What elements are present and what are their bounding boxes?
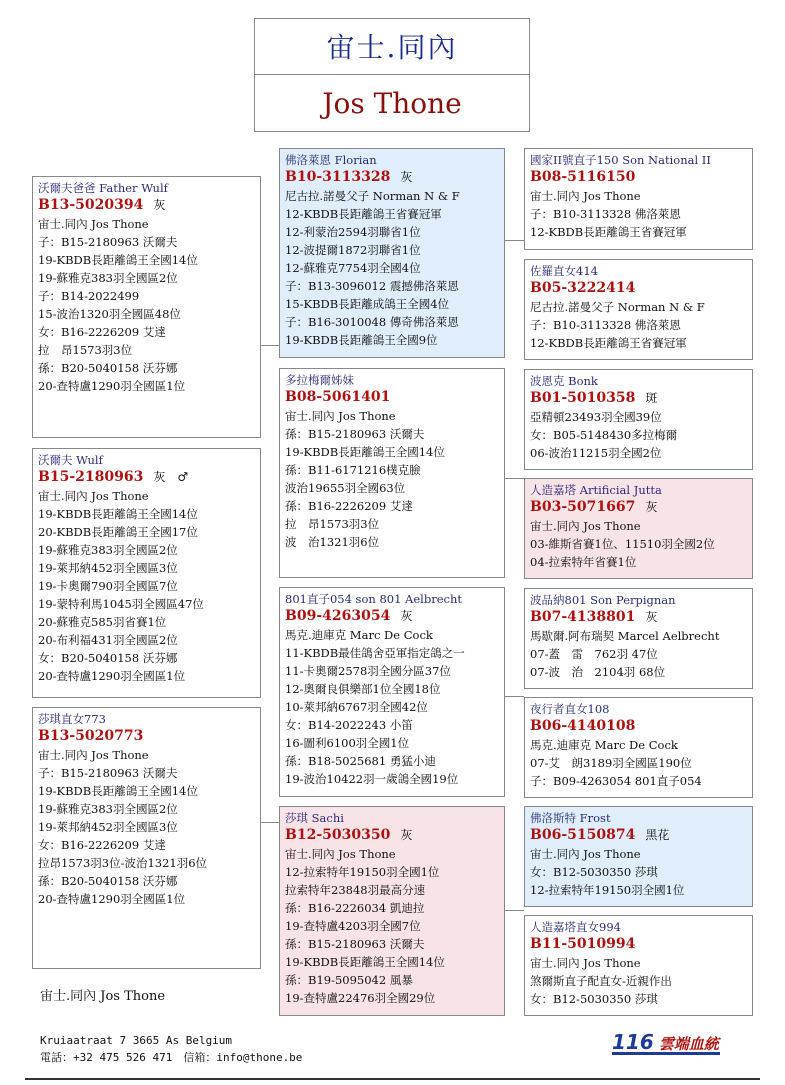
- ring-number: B10-3113328: [285, 169, 391, 185]
- pigeon-name: 801直子054 son 801 Aelbrecht: [285, 592, 462, 606]
- record-line: 19-蒙特利馬1045羽全國區47位: [38, 597, 204, 611]
- record-line: 19-KBDB長距離鴿王全國14位: [285, 445, 445, 459]
- record-line: 子：B10-3113328 佛洛萊恩: [530, 318, 681, 332]
- record-line: 子：B16-3010048 傳奇佛洛萊恩: [285, 315, 459, 329]
- feather-color: 斑: [645, 391, 658, 405]
- pedigree-box-sire-dam-dam: [524, 478, 753, 579]
- record-line: 19-查特盧22476羽全國29位: [285, 991, 436, 1005]
- record-line: 宙士.同內 Jos Thone: [530, 847, 641, 861]
- pigeon-name: 莎琪直女773: [38, 712, 106, 726]
- record-line: 12-奧爾良俱樂部1位全國18位: [285, 682, 441, 696]
- feather-color: 灰: [400, 170, 413, 184]
- pedigree-box-dam-sire: [279, 587, 505, 797]
- ring-number: B11-5010994: [530, 936, 636, 952]
- pigeon-name: 波恩克 Bonk: [530, 374, 598, 388]
- connector: [504, 696, 524, 697]
- record-line: 19-蘇雅克383羽全國區2位: [38, 271, 178, 285]
- logo-text: 雲端血統: [658, 1035, 719, 1053]
- pedigree-box-dam-sire-sire: [524, 588, 753, 689]
- record-line: 12-KBDB長距離鴿王省賽冠軍: [530, 225, 687, 239]
- record-line: 女：B12-5030350 莎琪: [530, 992, 658, 1006]
- footer-address-block: [40, 1032, 302, 1066]
- record-line: 宙士.同內 Jos Thone: [285, 409, 396, 423]
- record-line: 馬歇爾.阿布瑞契 Marcel Aelbrecht: [530, 629, 720, 643]
- record-line: 19-卡奧爾790羽全國區7位: [38, 579, 178, 593]
- record-line: 19-萊邦納452羽全國區3位: [38, 561, 178, 575]
- record-line: 女：B14-2022243 小笛: [285, 718, 413, 732]
- record-line: 女：B16-2226209 艾達: [38, 838, 166, 852]
- record-line: 19-KBDB長距離鴿王全國9位: [285, 333, 438, 347]
- record-line: 孫：B19-5095042 風暴: [285, 973, 413, 987]
- record-line: 19-KBDB長距離鴿王全國14位: [38, 253, 198, 267]
- pedigree-box-sire-dam: [279, 368, 505, 578]
- ring-row: [530, 389, 747, 408]
- ring-number: B06-4140108: [530, 718, 636, 734]
- pedigree-box-sire: [32, 176, 261, 438]
- record-line: 12-KBDB長距離鴿王省賽冠軍: [530, 336, 687, 350]
- record-line: 19-KBDB長距離鴿王全國14位: [38, 784, 198, 798]
- record-line: 19-波治10422羽一歲鴿全國19位: [285, 772, 459, 786]
- pigeon-name: 佛洛萊恩 Florian: [285, 153, 377, 167]
- pigeon-name: 波品納801 Son Perpignan: [530, 593, 676, 607]
- pigeon-name: 人造嘉塔直女994: [530, 920, 621, 934]
- ring-row: [38, 196, 255, 215]
- ring-row: [285, 388, 499, 407]
- ring-row: [530, 608, 747, 627]
- record-line: 宙士.同內 Jos Thone: [530, 956, 641, 970]
- ring-number: B07-4138801: [530, 609, 636, 625]
- pigeon-name: 人造嘉塔 Artificial Jutta: [530, 483, 662, 497]
- feather-color: 黑花: [645, 828, 670, 842]
- pedigree-box-sire-sire-sire: [524, 148, 753, 250]
- record-line: 12-波提爾1872羽聯省1位: [285, 243, 421, 257]
- record-line: 孫：B20-5040158 沃芬娜: [38, 874, 178, 888]
- record-line: 20-蘇雅克585羽省賽1位: [38, 615, 167, 629]
- record-line: 孫：B15-2180963 沃爾夫: [285, 427, 425, 441]
- record-line: 19-蘇雅克383羽全國區2位: [38, 802, 178, 816]
- record-line: 孫：B16-2226034 凱迪拉: [285, 901, 425, 915]
- ring-number: B03-5071667: [530, 499, 636, 515]
- record-line: 19-蘇雅克383羽全國區2位: [38, 543, 178, 557]
- brand-logo: [612, 1030, 720, 1055]
- pigeon-name: 佐羅直女414: [530, 264, 598, 278]
- pedigree-box-dam: [32, 707, 261, 969]
- ring-number: B15-2180963: [38, 469, 144, 485]
- record-line: 馬克.迪庫克 Marc De Cock: [285, 628, 433, 642]
- pedigree-box-dam-dam: [279, 806, 505, 1016]
- footer-owner: 宙士.同內 Jos Thone: [40, 989, 166, 1004]
- record-line: 煞爾斯直子配直女-近親作出: [530, 974, 672, 988]
- record-line: 12-拉索特年19150羽全國1位: [530, 883, 685, 897]
- pigeon-name: 沃爾夫 Wulf: [38, 453, 103, 467]
- bottom-divider: [25, 1078, 760, 1080]
- pigeon-name: 國家II號直子150 Son National II: [530, 153, 711, 167]
- record-line: 女：B16-2226209 艾達: [38, 325, 166, 339]
- record-line: 07-波 治 2104羽 68位: [530, 665, 666, 679]
- pedigree-box-dam-dam-dam: [524, 915, 753, 1016]
- record-line: 20-查特盧1290羽全國區1位: [38, 379, 186, 393]
- record-line: 孫：B18-5025681 勇猛小迪: [285, 754, 436, 768]
- ring-row: [530, 935, 747, 954]
- record-line: 07-艾 朗3189羽全國區190位: [530, 756, 692, 770]
- connector: [260, 822, 280, 823]
- record-line: 孫：B11-6171216樸克臉: [285, 463, 421, 477]
- feather-color: 灰: [645, 500, 658, 514]
- record-line: 子：B13-3096012 震撼佛洛萊恩: [285, 279, 459, 293]
- feather-color: 灰: [400, 828, 413, 842]
- record-line: 宙士.同內 Jos Thone: [530, 189, 641, 203]
- record-line: 宙士.同內 Jos Thone: [285, 847, 396, 861]
- logo-number: 116: [612, 1030, 654, 1054]
- pigeon-name: 佛洛斯特 Frost: [530, 811, 611, 825]
- record-line: 孫：B20-5040158 沃芬娜: [38, 361, 178, 375]
- record-line: 宙士.同內 Jos Thone: [530, 519, 641, 533]
- title-english: Jos Thone: [322, 87, 462, 120]
- record-line: 宙士.同內 Jos Thone: [38, 748, 149, 762]
- pigeon-name: 莎琪 Sachi: [285, 811, 344, 825]
- record-line: 宙士.同內 Jos Thone: [38, 489, 149, 503]
- record-line: 19-KBDB長距離鴿王全國14位: [38, 507, 198, 521]
- ring-row: [530, 279, 747, 298]
- record-line: 女：B05-5148430多拉梅爾: [530, 428, 678, 442]
- connector: [504, 240, 524, 241]
- pedigree-box-sire-sire-dam: [524, 259, 753, 360]
- record-line: 拉 昂1573羽3位: [38, 343, 133, 357]
- record-line: 15-KBDB長距離成鴿王全國4位: [285, 297, 450, 311]
- title-box: [254, 18, 530, 132]
- record-line: 子：B14-2022499: [38, 289, 140, 303]
- record-line: 女：B20-5040158 沃芬娜: [38, 651, 178, 665]
- record-line: 03-維斯省賽1位、11510羽全國2位: [530, 537, 715, 551]
- record-line: 子：B15-2180963 沃爾夫: [38, 235, 178, 249]
- record-line: 19-查特盧4203羽全國7位: [285, 919, 421, 933]
- record-line: 拉索特年23848羽最高分速: [285, 883, 426, 897]
- record-line: 12-利蒙治2594羽聯省1位: [285, 225, 421, 239]
- feather-color: 灰: [153, 198, 166, 212]
- record-line: 孫：B15-2180963 沃爾夫: [285, 937, 425, 951]
- pedigree-box-sire-sire: [279, 148, 505, 358]
- record-line: 宙士.同內 Jos Thone: [38, 217, 149, 231]
- record-line: 20-KBDB長距離鴿王全國17位: [38, 525, 198, 539]
- connector: [260, 345, 280, 346]
- record-line: 12-拉索特年19150羽全國1位: [285, 865, 440, 879]
- feather-color: 灰: [400, 609, 413, 623]
- pigeon-name: 多拉梅爾姊妹: [285, 373, 354, 387]
- ring-row: [38, 468, 255, 487]
- record-line: 11-KBDB最佳鴿舍亞軍指定鴿之一: [285, 646, 465, 660]
- record-line: 子：B10-3113328 佛洛萊恩: [530, 207, 681, 221]
- ring-number: B08-5116150: [530, 169, 636, 185]
- record-line: 孫：B16-2226209 艾達: [285, 499, 413, 513]
- record-line: 20-查特盧1290羽全國區1位: [38, 892, 186, 906]
- record-line: 11-卡奧爾2578羽全國分區37位: [285, 664, 451, 678]
- title-chinese: 宙士.同內: [255, 19, 529, 75]
- pedigree-box-subject: [32, 448, 261, 698]
- record-line: 19-萊邦納452羽全國區3位: [38, 820, 178, 834]
- record-line: 波 治1321羽6位: [285, 535, 380, 549]
- record-line: 19-KBDB長距離鴿王全國14位: [285, 955, 445, 969]
- pigeon-name: 沃爾夫爸爸 Father Wulf: [38, 181, 168, 195]
- pedigree-box-dam-dam-sire: [524, 806, 753, 907]
- record-line: 尼古拉.諾曼父子 Norman N & F: [530, 300, 705, 314]
- ring-number: B05-3222414: [530, 280, 636, 296]
- record-line: 馬克.迪庫克 Marc De Cock: [530, 738, 678, 752]
- ring-row: [530, 826, 747, 845]
- feather-color: 灰 ♂: [153, 470, 189, 484]
- record-line: 04-拉索特年省賽1位: [530, 555, 637, 569]
- footer-address: Kruiaatraat 7 3665 As Belgium: [40, 1034, 233, 1047]
- record-line: 15-波治1320羽全國區48位: [38, 307, 181, 321]
- ring-row: [285, 607, 499, 626]
- ring-number: B12-5030350: [285, 827, 391, 843]
- ring-number: B08-5061401: [285, 389, 391, 405]
- record-line: 子：B09-4263054 801直子054: [530, 774, 702, 788]
- connector: [504, 910, 524, 911]
- ring-number: B13-5020394: [38, 197, 144, 213]
- record-line: 拉 昂1573羽3位: [285, 517, 380, 531]
- record-line: 06-波治11215羽全國2位: [530, 446, 662, 460]
- pedigree-box-dam-sire-dam: [524, 697, 753, 798]
- record-line: 女：B12-5030350 莎琪: [530, 865, 658, 879]
- record-line: 12-KBDB長距離鴿王省賽冠軍: [285, 207, 442, 221]
- ring-number: B01-5010358: [530, 390, 636, 406]
- ring-number: B13-5020773: [38, 728, 144, 744]
- ring-number: B09-4263054: [285, 608, 391, 624]
- pigeon-name: 夜行者直女108: [530, 702, 610, 716]
- record-line: 亞精頓23493羽全國39位: [530, 410, 662, 424]
- record-line: 拉昂1573羽3位-波治1321羽6位: [38, 856, 208, 870]
- record-line: 子：B15-2180963 沃爾夫: [38, 766, 178, 780]
- ring-row: [285, 826, 499, 845]
- record-line: 07-蓋 雷 762羽 47位: [530, 647, 658, 661]
- pedigree-box-sire-dam-sire: [524, 369, 753, 470]
- ring-number: B06-5150874: [530, 827, 636, 843]
- footer-contact: 電話：+32 475 526 471 信箱：info@thone.be: [40, 1051, 303, 1064]
- record-line: 12-蘇雅克7754羽全國4位: [285, 261, 421, 275]
- ring-row: [530, 168, 747, 187]
- ring-row: [530, 498, 747, 517]
- record-line: 10-萊邦納6767羽全國42位: [285, 700, 428, 714]
- ring-row: [285, 168, 499, 187]
- ring-row: [530, 717, 747, 736]
- record-line: 16-圖利6100羽全國1位: [285, 736, 410, 750]
- record-line: 尼古拉.諾曼父子 Norman N & F: [285, 189, 460, 203]
- ring-row: [38, 727, 255, 746]
- connector: [504, 478, 524, 479]
- record-line: 波治19655羽全國63位: [285, 481, 406, 495]
- record-line: 20-查特盧1290羽全國區1位: [38, 669, 186, 683]
- record-line: 20-布利福431羽全國區2位: [38, 633, 178, 647]
- feather-color: 灰: [645, 610, 658, 624]
